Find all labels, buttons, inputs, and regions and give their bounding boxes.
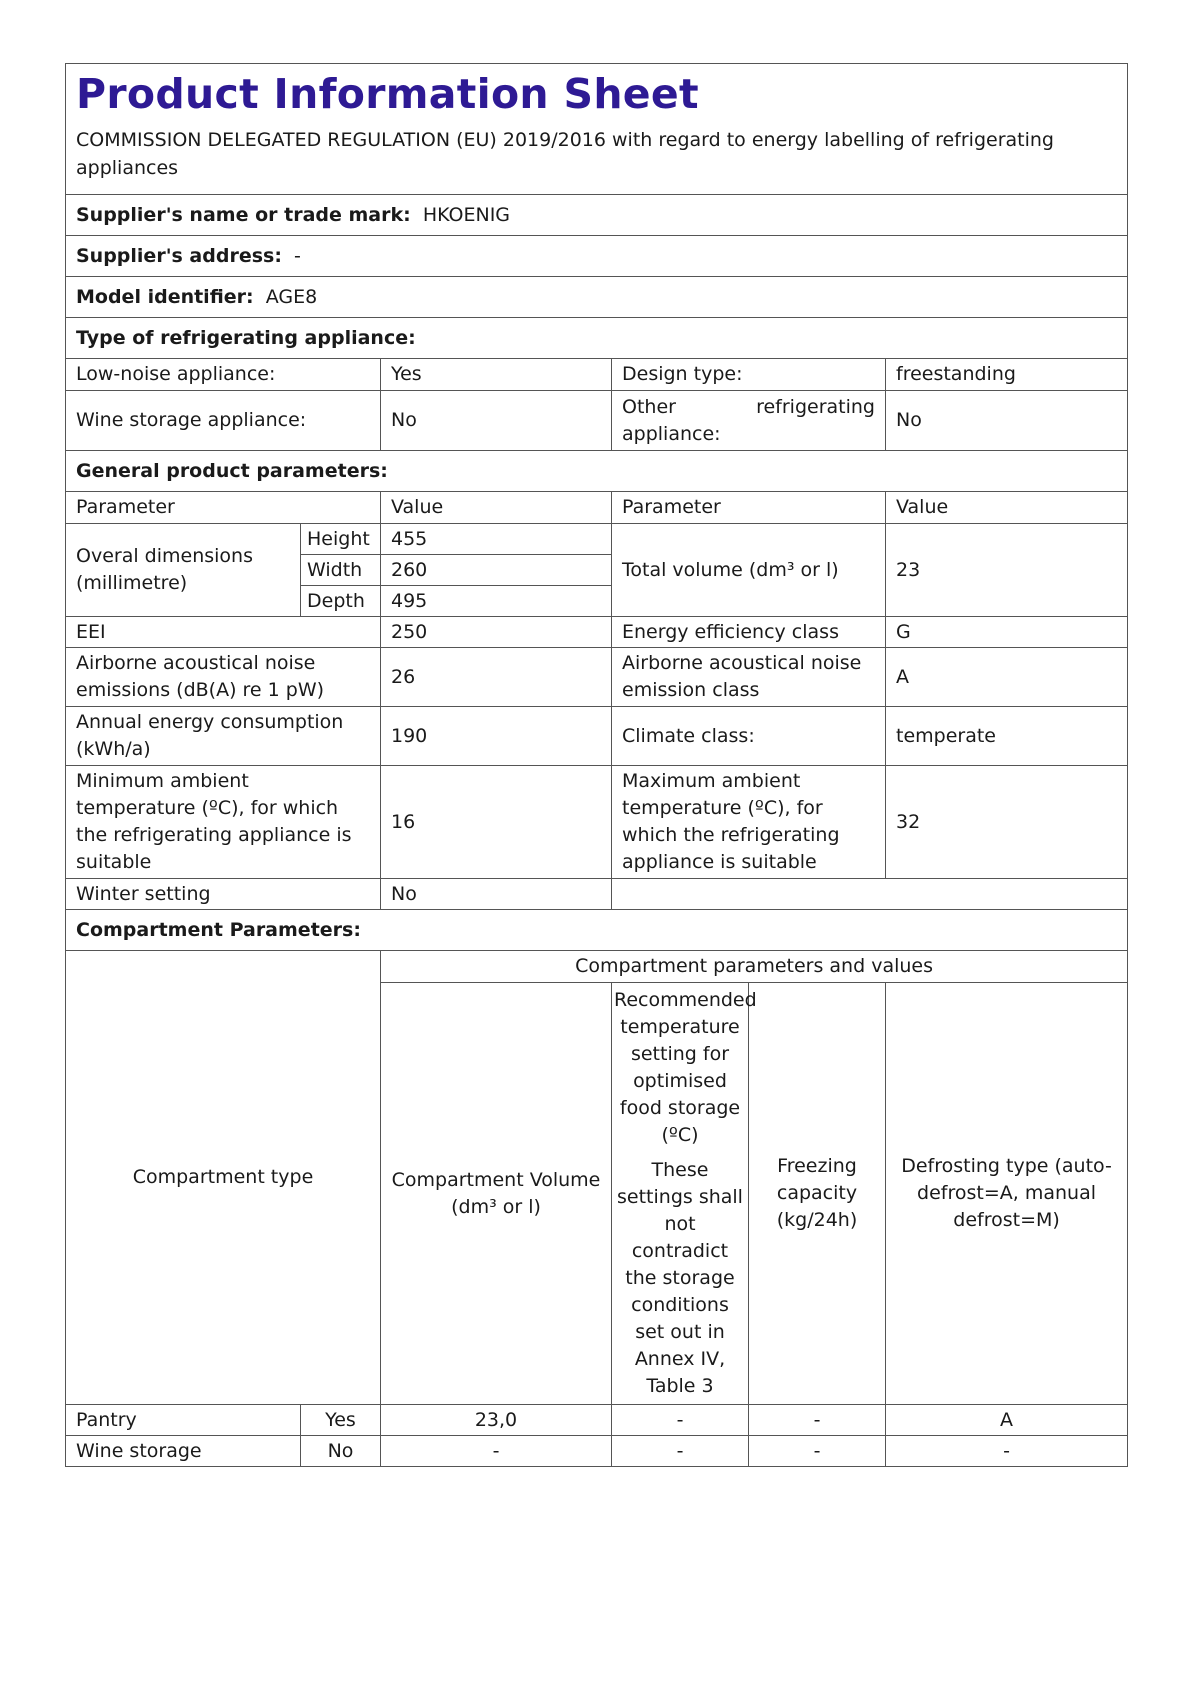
supplier-address-row	[66, 236, 1128, 277]
supplier-name-row	[66, 195, 1128, 236]
energy-class-value: G	[886, 617, 1128, 648]
model-identifier-row	[66, 277, 1128, 318]
recommended-temperature-note: These settings shall not contradict the storage conditions set out in Annex IV, Table 3	[617, 1159, 743, 1397]
wine-storage-row	[66, 391, 1128, 451]
depth-value: 495	[381, 586, 612, 617]
low-noise-value: Yes	[381, 359, 612, 391]
dimensions-label: Overal dimensions (millimetre)	[66, 524, 301, 617]
annual-energy-row	[66, 707, 1128, 766]
low-noise-row	[66, 359, 1128, 391]
supplier-address-value: -	[294, 244, 301, 267]
noise-class-value: A	[886, 648, 1128, 707]
compartment-defrost: -	[886, 1436, 1128, 1467]
climate-class-label: Climate class:	[612, 707, 886, 766]
annual-energy-value: 190	[381, 707, 612, 766]
climate-class-value: temperate	[886, 707, 1128, 766]
height-label: Height	[301, 524, 381, 555]
compartment-present: No	[301, 1436, 381, 1467]
min-temp-label: Minimum ambient temperature (ºC), for which the refrigerating appliance is suitable	[66, 766, 381, 879]
other-appliance-label-3: appliance:	[622, 422, 721, 445]
annual-energy-label: Annual energy consumption (kWh/a)	[66, 707, 381, 766]
noise-label: Airborne acoustical noise emissions (dB(A) re 1 pW)	[66, 648, 381, 707]
other-appliance-label-1: Other	[622, 395, 676, 418]
freezing-capacity-header: Freezing capacity (kg/24h)	[749, 983, 886, 1405]
table-row	[66, 1436, 1128, 1467]
page-title: Product Information Sheet	[76, 70, 699, 118]
compartment-volume: 23,0	[381, 1405, 612, 1436]
wine-storage-label: Wine storage appliance:	[66, 391, 381, 451]
low-noise-label: Low-noise appliance:	[66, 359, 381, 391]
min-temp-value: 16	[381, 766, 612, 879]
title-row	[66, 64, 1128, 195]
noise-class-label: Airborne acoustical noise emission class	[612, 648, 886, 707]
parameter-header-right: Parameter	[612, 492, 886, 524]
other-appliance-cell	[612, 391, 886, 451]
compartment-present: Yes	[301, 1405, 381, 1436]
value-header-right: Value	[886, 492, 1128, 524]
eei-value: 250	[381, 617, 612, 648]
general-parameters-heading: General product parameters:	[76, 459, 388, 482]
compartment-freezing: -	[749, 1405, 886, 1436]
winter-setting-empty	[612, 879, 1128, 910]
winter-setting-value: No	[381, 879, 612, 910]
title-cell	[66, 64, 1128, 195]
value-header-left: Value	[381, 492, 612, 524]
compartment-freezing: -	[749, 1436, 886, 1467]
compartment-group-header: Compartment parameters and values	[381, 951, 1128, 983]
compartment-name: Wine storage	[66, 1436, 301, 1467]
noise-row	[66, 648, 1128, 707]
compartment-volume: -	[381, 1436, 612, 1467]
parameter-header-left: Parameter	[66, 492, 381, 524]
compartment-temperature: -	[612, 1405, 749, 1436]
noise-value: 26	[381, 648, 612, 707]
design-type-value: freestanding	[886, 359, 1128, 391]
height-row	[66, 524, 1128, 555]
appliance-type-heading: Type of refrigerating appliance:	[76, 326, 416, 349]
other-appliance-label-2: refrigerating	[756, 395, 875, 418]
recommended-temperature-header	[612, 983, 757, 1405]
design-type-label: Design type:	[612, 359, 886, 391]
product-information-sheet	[65, 63, 1127, 1467]
depth-label: Depth	[301, 586, 381, 617]
width-label: Width	[301, 555, 381, 586]
eei-row	[66, 617, 1128, 648]
max-temp-label: Maximum ambient temperature (ºC), for which the refrigerating appliance is suitable	[612, 766, 886, 879]
compartment-parameters-heading: Compartment Parameters:	[76, 918, 361, 941]
eei-label: EEI	[66, 617, 381, 648]
energy-class-label: Energy efficiency class	[612, 617, 886, 648]
compartment-volume-header: Compartment Volume (dm³ or l)	[381, 983, 612, 1405]
defrosting-type-header: Defrosting type (auto-defrost=A, manual defrost=M)	[886, 983, 1128, 1405]
winter-setting-label: Winter setting	[66, 879, 381, 910]
compartment-defrost: A	[886, 1405, 1128, 1436]
regulation-subtitle: COMMISSION DELEGATED REGULATION (EU) 2019/2016 with regard to energy labelling of refrigerating appliances	[76, 129, 1054, 179]
wine-storage-value: No	[381, 391, 612, 451]
compartment-temperature: -	[612, 1436, 749, 1467]
recommended-temperature-label: Recommended temperature setting for optimised food storage (ºC)	[614, 989, 757, 1146]
compartment-heading-row	[66, 910, 1128, 951]
total-volume-value: 23	[886, 524, 1128, 617]
compartment-type-header: Compartment type	[66, 951, 381, 1405]
ambient-temperature-row	[66, 766, 1128, 879]
table-row	[66, 1405, 1128, 1436]
compartment-name: Pantry	[66, 1405, 301, 1436]
other-appliance-value: No	[886, 391, 1128, 451]
appliance-type-heading-row	[66, 318, 1128, 359]
supplier-address-label: Supplier's address:	[76, 244, 282, 267]
model-identifier-label: Model identifier:	[76, 285, 254, 308]
winter-setting-row	[66, 879, 1128, 910]
max-temp-value: 32	[886, 766, 1128, 879]
info-table	[65, 63, 1128, 1467]
supplier-name-value: HKOENIG	[422, 203, 511, 226]
compartment-group-header-row	[66, 951, 1128, 983]
supplier-name-label: Supplier's name or trade mark:	[76, 203, 411, 226]
general-column-header-row	[66, 492, 1128, 524]
height-value: 455	[381, 524, 612, 555]
general-heading-row	[66, 451, 1128, 492]
width-value: 260	[381, 555, 612, 586]
model-identifier-value: AGE8	[265, 285, 318, 308]
total-volume-label: Total volume (dm³ or l)	[612, 524, 886, 617]
